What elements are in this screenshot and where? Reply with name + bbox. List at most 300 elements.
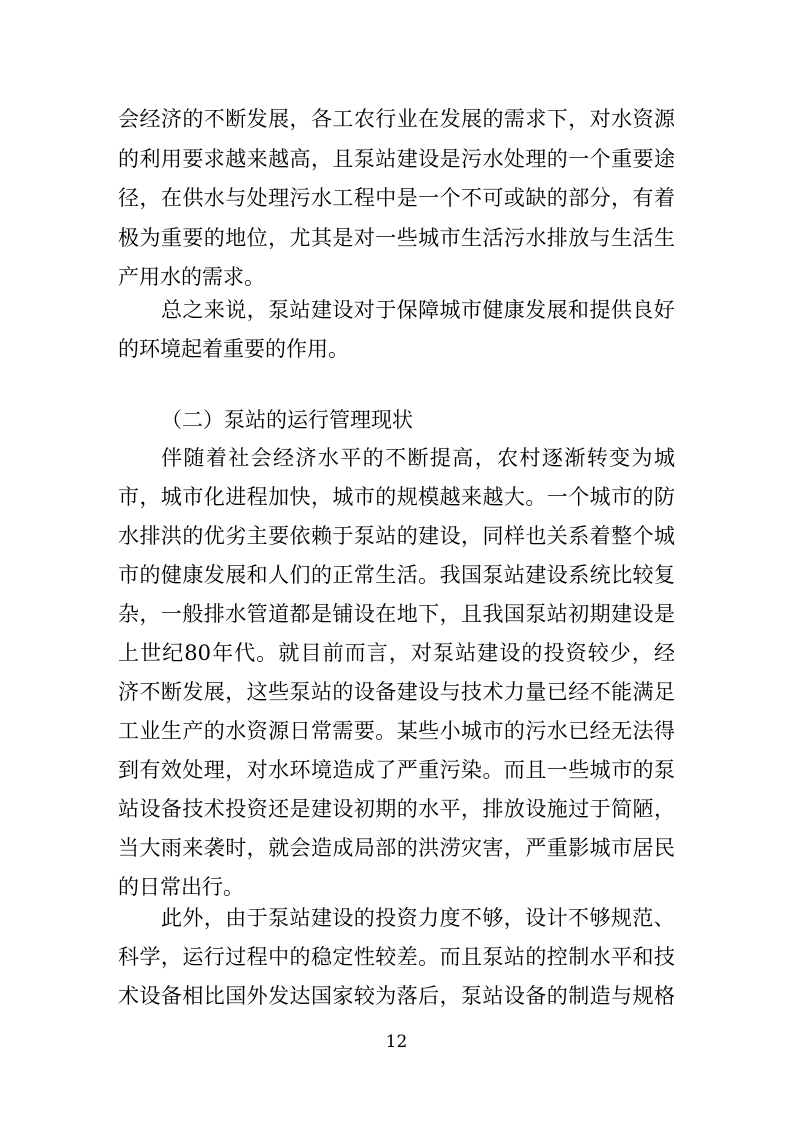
glyph: 外: [246, 984, 268, 1008]
glyph: 源: [653, 107, 675, 131]
glyph: 整: [611, 524, 633, 548]
glyph: 济: [295, 446, 317, 470]
glyph: 部: [568, 186, 590, 210]
glyph: 供: [610, 298, 632, 322]
glyph: 得: [653, 719, 675, 743]
glyph: 求: [525, 107, 547, 131]
glyph: 站: [375, 147, 397, 171]
glyph: 影: [568, 836, 590, 860]
glyph: ，: [310, 485, 332, 509]
glyph: 够: [589, 906, 611, 930]
glyph: 境: [310, 758, 332, 782]
glyph: 水: [482, 147, 504, 171]
glyph: 缺: [525, 186, 547, 210]
glyph: 局: [353, 836, 375, 860]
glyph: 着: [589, 524, 611, 548]
glyph: 农: [353, 107, 375, 131]
glyph: 站: [455, 641, 477, 665]
glyph: 严: [525, 836, 547, 860]
glyph: 工: [332, 186, 354, 210]
glyph: 城: [589, 836, 611, 860]
glyph: 总: [161, 298, 182, 322]
glyph: 的: [503, 719, 525, 743]
glyph: 分: [589, 186, 611, 210]
glyph: 发: [203, 563, 225, 587]
glyph: 污: [289, 186, 311, 210]
glyph: 袭: [203, 836, 225, 860]
glyph: 不: [385, 446, 407, 470]
glyph: 术: [203, 797, 225, 821]
glyph: 已: [546, 680, 568, 704]
glyph: 资: [632, 107, 654, 131]
glyph: 用: [160, 147, 182, 171]
glyph: 行: [203, 945, 225, 969]
glyph: 技: [653, 945, 675, 969]
glyph: 一: [546, 485, 568, 509]
glyph: 泵: [353, 524, 375, 548]
glyph: 已: [568, 719, 590, 743]
glyph: 市: [353, 485, 375, 509]
glyph: 害: [482, 836, 504, 860]
glyph: 设: [139, 984, 161, 1008]
glyph: ，: [203, 906, 225, 930]
glyph: 发: [268, 984, 290, 1008]
glyph: 进: [225, 485, 247, 509]
glyph: 够: [482, 906, 504, 930]
glyph: 平: [340, 446, 362, 470]
glyph: 平: [439, 797, 461, 821]
glyph: 备: [375, 680, 397, 704]
glyph: 加: [268, 485, 290, 509]
glyph: 个: [439, 186, 461, 210]
glyph: 的: [203, 226, 225, 250]
glyph: 对: [353, 226, 375, 250]
glyph: 不: [203, 107, 225, 131]
glyph: 污: [503, 226, 525, 250]
glyph: 有: [632, 186, 654, 210]
glyph: 差: [396, 945, 418, 969]
body-text-line: 的环境起着重要的作用。: [118, 337, 349, 361]
glyph: 污: [525, 719, 547, 743]
glyph: 常: [353, 563, 375, 587]
body-text-line: [0, 296, 793, 324]
glyph: 经: [568, 680, 590, 704]
glyph: 主: [246, 524, 268, 548]
glyph: 为: [139, 226, 161, 250]
body-text-line: 产用水的需求。: [118, 265, 265, 289]
glyph: 尤: [289, 226, 311, 250]
glyph: ，: [225, 680, 247, 704]
glyph: 就: [278, 641, 300, 665]
glyph: 逐: [541, 446, 563, 470]
glyph: 是: [310, 602, 332, 626]
glyph: 。: [482, 758, 504, 782]
body-text-line: [0, 105, 793, 133]
glyph: 上: [118, 641, 139, 665]
glyph: 和: [246, 563, 268, 587]
glyph: 于: [589, 797, 611, 821]
glyph: 放: [568, 226, 590, 250]
glyph: 展: [546, 298, 568, 322]
glyph: 泵: [653, 758, 675, 782]
glyph: 市: [439, 226, 461, 250]
glyph: 健: [482, 298, 504, 322]
glyph: 建: [611, 602, 633, 626]
glyph: ，: [160, 945, 182, 969]
glyph: 个: [568, 485, 590, 509]
glyph: 泵: [268, 906, 290, 930]
glyph: 一: [418, 186, 440, 210]
glyph: 的: [546, 147, 568, 171]
glyph: 来: [203, 298, 225, 322]
glyph: 资: [396, 906, 418, 930]
glyph: 业: [396, 107, 418, 131]
glyph: 化: [203, 485, 225, 509]
glyph: 的: [396, 797, 418, 821]
glyph: 建: [477, 641, 499, 665]
glyph: 造: [589, 984, 611, 1008]
glyph: 初: [353, 797, 375, 821]
glyph: 制: [568, 984, 590, 1008]
glyph: 工: [332, 107, 354, 131]
glyph: 源: [268, 719, 290, 743]
glyph: 染: [461, 758, 482, 782]
glyph: 排: [546, 226, 568, 250]
glyph: ，: [439, 984, 461, 1008]
glyph: 与: [439, 680, 461, 704]
glyph: 处: [182, 758, 204, 782]
glyph: 水: [310, 186, 332, 210]
body-text-line: [0, 444, 793, 472]
glyph: 理: [203, 758, 225, 782]
glyph: 的: [396, 524, 418, 548]
glyph: 法: [632, 719, 654, 743]
glyph: 。: [375, 719, 397, 743]
glyph: 的: [482, 107, 504, 131]
glyph: 洪: [160, 524, 182, 548]
glyph: 下: [418, 602, 440, 626]
glyph: 泵: [525, 602, 547, 626]
glyph: 资: [246, 719, 268, 743]
glyph: 生: [611, 226, 633, 250]
glyph: 城: [461, 719, 482, 743]
glyph: 站: [289, 906, 311, 930]
glyph: 站: [289, 298, 311, 322]
glyph: 要: [632, 147, 654, 171]
glyph: 提: [589, 298, 611, 322]
glyph: ，: [439, 602, 461, 626]
glyph: 的: [521, 641, 543, 665]
glyph: 投: [375, 906, 397, 930]
glyph: 系: [568, 524, 590, 548]
glyph: 发: [182, 680, 204, 704]
glyph: 国: [461, 563, 482, 587]
glyph: 度: [439, 906, 461, 930]
glyph: 站: [546, 602, 568, 626]
glyph: 力: [418, 906, 440, 930]
glyph: 外: [182, 906, 204, 930]
glyph: 市: [611, 485, 633, 509]
body-text-line: [0, 795, 793, 823]
glyph: 污: [439, 758, 461, 782]
glyph: 的: [310, 563, 332, 587]
glyph: 一: [546, 758, 568, 782]
glyph: 些: [568, 758, 590, 782]
glyph: 备: [160, 797, 182, 821]
glyph: 格: [653, 984, 675, 1008]
glyph: 市: [118, 563, 139, 587]
glyph: 。: [525, 485, 547, 509]
glyph: 对: [589, 107, 611, 131]
glyph: 80: [184, 641, 212, 665]
glyph: 是: [332, 226, 354, 250]
glyph: 赖: [310, 524, 332, 548]
glyph: 越: [482, 485, 504, 509]
glyph: 和: [632, 945, 654, 969]
body-text-line: [0, 678, 793, 706]
glyph: 防: [653, 485, 675, 509]
glyph: 世: [140, 641, 162, 665]
glyph: 在: [418, 107, 440, 131]
glyph: 断: [160, 680, 182, 704]
glyph: 性: [353, 945, 375, 969]
glyph: 或: [503, 186, 525, 210]
glyph: 。: [418, 945, 440, 969]
glyph: 、: [653, 906, 675, 930]
glyph: 规: [396, 485, 418, 509]
glyph: 保: [396, 298, 418, 322]
glyph: 而: [503, 758, 525, 782]
glyph: 劣: [225, 524, 247, 548]
body-text-line: [0, 834, 793, 862]
glyph: 水: [525, 226, 547, 250]
glyph: 设: [632, 602, 654, 626]
glyph: 建: [525, 563, 547, 587]
glyph: 个: [632, 524, 654, 548]
glyph: 市: [611, 758, 633, 782]
glyph: 的: [289, 945, 311, 969]
glyph: 家: [332, 984, 354, 1008]
glyph: 且: [525, 758, 547, 782]
glyph: 于: [375, 298, 397, 322]
glyph: 的: [375, 485, 397, 509]
glyph: 生: [160, 719, 182, 743]
glyph: 康: [182, 563, 204, 587]
glyph: 定: [332, 945, 354, 969]
glyph: 康: [503, 298, 525, 322]
glyph: 高: [452, 446, 474, 470]
glyph: 伴: [161, 446, 182, 470]
glyph: 于: [246, 906, 268, 930]
body-text-line: [0, 904, 793, 932]
glyph: ，: [631, 641, 653, 665]
glyph: 前: [322, 641, 344, 665]
glyph: 不: [139, 680, 161, 704]
glyph: 当: [118, 836, 139, 860]
body-text-line: [0, 639, 793, 667]
glyph: 泵: [433, 641, 455, 665]
glyph: 业: [139, 719, 161, 743]
glyph: 利: [139, 147, 161, 171]
glyph: 排: [139, 524, 161, 548]
body-text-line: [0, 717, 793, 745]
glyph: 之: [182, 298, 204, 322]
glyph: 造: [310, 836, 332, 860]
glyph: 较: [353, 984, 375, 1008]
glyph: 个: [589, 147, 611, 171]
body-text-line: [0, 184, 793, 212]
glyph: 控: [546, 945, 568, 969]
glyph: 人: [268, 563, 290, 587]
glyph: 不: [460, 906, 482, 930]
glyph: 生: [375, 563, 397, 587]
glyph: 水: [268, 758, 290, 782]
glyph: 投: [543, 641, 565, 665]
glyph: 备: [160, 984, 182, 1008]
glyph: 而: [344, 641, 366, 665]
glyph: 的: [182, 107, 204, 131]
glyph: 要: [182, 147, 204, 171]
glyph: 展: [461, 107, 482, 131]
glyph: 站: [503, 563, 525, 587]
glyph: 健: [160, 563, 182, 587]
glyph: 不: [461, 186, 482, 210]
glyph: 灾: [461, 836, 482, 860]
glyph: ，: [568, 107, 590, 131]
glyph: 好: [653, 298, 675, 322]
glyph: 随: [183, 446, 205, 470]
glyph: 重: [546, 836, 568, 860]
glyph: 同: [482, 524, 504, 548]
glyph: 要: [182, 226, 204, 250]
glyph: 力: [503, 680, 525, 704]
glyph: 落: [396, 984, 418, 1008]
glyph: 关: [546, 524, 568, 548]
glyph: 运: [182, 945, 204, 969]
glyph: 我: [482, 602, 504, 626]
glyph: 国: [225, 984, 247, 1008]
glyph: 地: [396, 602, 418, 626]
glyph: 城: [653, 524, 675, 548]
glyph: 来: [182, 836, 204, 860]
glyph: 污: [461, 147, 482, 171]
glyph: 些: [396, 226, 418, 250]
glyph: 设: [525, 797, 547, 821]
glyph: 产: [182, 719, 204, 743]
glyph: 高: [289, 147, 311, 171]
glyph: 来: [246, 147, 268, 171]
glyph: 这: [246, 680, 268, 704]
glyph: 设: [139, 797, 161, 821]
glyph: 稳: [310, 945, 332, 969]
glyph: 设: [546, 563, 568, 587]
glyph: 快: [289, 485, 311, 509]
body-text-line: [0, 145, 793, 173]
glyph: 径: [118, 186, 139, 210]
glyph: 是: [289, 797, 311, 821]
glyph: 站: [310, 680, 332, 704]
glyph: 目: [300, 641, 322, 665]
body-text-line: [0, 224, 793, 252]
glyph: 位: [246, 226, 268, 250]
glyph: 雨: [160, 836, 182, 860]
glyph: ，: [139, 186, 161, 210]
glyph: 施: [546, 797, 568, 821]
body-text-line: [0, 483, 793, 511]
glyph: 理: [268, 186, 290, 210]
glyph: 变: [609, 446, 631, 470]
glyph: 科: [118, 945, 139, 969]
glyph: 城: [332, 485, 354, 509]
glyph: 比: [611, 563, 633, 587]
glyph: 水: [118, 524, 139, 548]
glyph: 于: [332, 524, 354, 548]
glyph: 市: [182, 485, 204, 509]
glyph: 设: [332, 797, 354, 821]
glyph: 要: [353, 719, 375, 743]
glyph: 们: [289, 563, 311, 587]
glyph: 理: [525, 147, 547, 171]
glyph: 一: [160, 602, 182, 626]
glyph: 会: [250, 446, 272, 470]
glyph: 满: [632, 680, 654, 704]
glyph: ，: [289, 107, 311, 131]
glyph: 社: [228, 446, 250, 470]
glyph: 范: [632, 906, 654, 930]
glyph: 放: [503, 797, 525, 821]
glyph: 站: [482, 984, 504, 1008]
glyph: 市: [482, 719, 504, 743]
glyph: 且: [332, 147, 354, 171]
glyph: 泵: [461, 984, 482, 1008]
glyph: 对: [410, 641, 432, 665]
glyph: 良: [632, 298, 654, 322]
glyph: 市: [611, 836, 633, 860]
glyph: 模: [418, 485, 440, 509]
glyph: 依: [289, 524, 311, 548]
glyph: ，: [653, 797, 675, 821]
glyph: 些: [268, 680, 290, 704]
glyph: 经: [653, 641, 675, 665]
glyph: 说: [225, 298, 247, 322]
glyph: 民: [653, 836, 675, 860]
glyph: 泵: [353, 147, 375, 171]
glyph: 相: [182, 984, 204, 1008]
glyph: 城: [589, 485, 611, 509]
glyph: 程: [246, 485, 268, 509]
glyph: 统: [589, 563, 611, 587]
glyph: 水: [589, 945, 611, 969]
glyph: 与: [611, 984, 633, 1008]
glyph: 水: [203, 186, 225, 210]
glyph: 还: [268, 797, 290, 821]
glyph: 程: [246, 945, 268, 969]
glyph: 泵: [482, 563, 504, 587]
glyph: 经: [273, 446, 295, 470]
glyph: 较: [375, 945, 397, 969]
glyph: 也: [525, 524, 547, 548]
glyph: 复: [653, 563, 675, 587]
glyph: 为: [631, 446, 653, 470]
glyph: 后: [418, 984, 440, 1008]
glyph: 涝: [439, 836, 461, 860]
glyph: 极: [118, 226, 139, 250]
glyph: ，: [503, 836, 525, 860]
glyph: 杂: [118, 602, 139, 626]
glyph: 在: [375, 602, 397, 626]
glyph: 处: [503, 147, 525, 171]
glyph: 设: [418, 680, 440, 704]
